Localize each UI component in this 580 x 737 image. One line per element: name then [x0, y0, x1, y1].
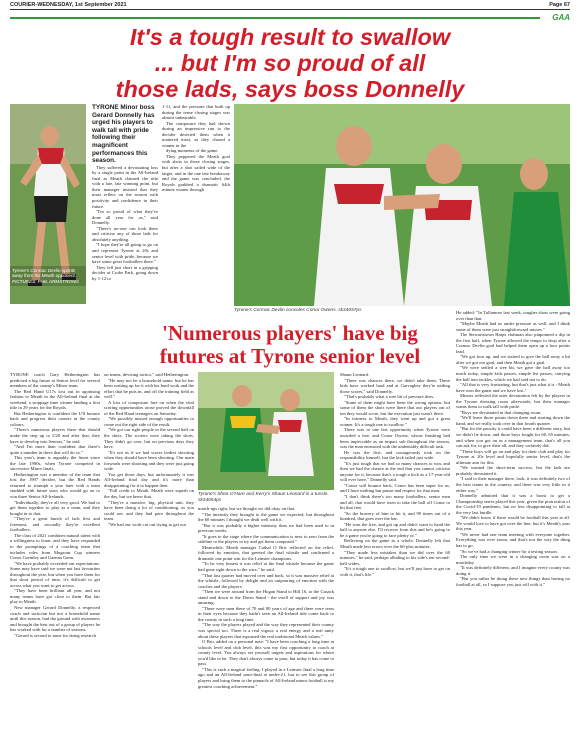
story1-para: Shaun Leonard.: [340, 372, 370, 377]
story1-para: "Some of them might have been the wrong options, but some of them the shots were there that our players out of ten they would score, but the execution just wasn't there.: [340, 399, 450, 416]
story1-para: The only time we were in a changing room was on a matchday.: [456, 554, 570, 565]
headline-secondary-line2: futures at Tyrone senior level: [159, 344, 421, 368]
story2-para: "That last quarter had moved over and back, so it was massive relief at the whistle, followed by delight and an outpouring of emotion with the coaches and the players.: [198, 572, 334, 589]
story2-para: A loss of composure fare on when the vital scoring opportunities arose proved the downfall of the Red Hand teenagers on Saturday.: [104, 399, 194, 416]
story2-para: "It's not as if we had scorer bodies shooting when they should have been shooting. Our main forwards were shooting and they were just going wide.: [104, 449, 194, 472]
page-number: Page 67: [549, 2, 570, 8]
story1-para: "It's a tough one to swallow, but we'll just have to get on with it, that's life.": [340, 566, 450, 577]
story1-para: "That's probably what a wee bit of pressure does.: [344, 394, 435, 400]
story1-para: The Stewartstown Harps clubman also pinpointed a dip in the first half, when Tyrone allowed the tempo to drop after a Cormac Devlin goal had helped them open up a four points lead.: [456, 332, 570, 354]
story1-para: "There's no-one can look there and criticise any of those lads for absolutely anything.: [92, 225, 158, 242]
story1-para: Reflecting on the game as a whole, Donnelly felt that Meath made less errors over the 60-plus minutes.: [340, 538, 450, 549]
story2-para: "Individually, they're all very good. We had to get them together to play as a team, and they bought in to that.: [10, 499, 100, 516]
story1-para: "We didn't know if there would be football this year at all. We would love to have got over the line, but it's Meath's year this year.: [456, 515, 570, 532]
story1-para: The composure they had shown during an impressive run to the decider deserted them when it mattered most, as they chased a winner in the: [162, 120, 230, 148]
story1-para: "So the bravery of him to hit it, and 99 times out of a hundred, that goes over the bar.: [340, 510, 450, 522]
story1-para: There was to one last opportunity when Tyrone were awarded a free, and Conor Owens, whose finishing had been impeccable as an impact sub throughout the season, was the man entrusted with the undeniably difficult task.: [340, 427, 450, 450]
headline-main: [22, 24, 558, 102]
story2-para: "We possibly missed enough opportunities to come out the right side of the result.: [104, 416, 194, 427]
story1-para: "These boys will go on and play for their club and play for Tyrone at 20s level and hopefully senior level, that's the ultimate aim for this.: [456, 448, 570, 465]
story2-column-2: [104, 372, 194, 732]
story1-para: Donnelly admitted that it was a boost to get a Championship series played this year, given the protraction of the Covid-19 pandemic, but no less disappointing to fall at the very last hurdle.: [456, 493, 570, 515]
story2-para: "The way the players played and the way they represented their county was special too. There is a real vigour, a real energy and a real unity about these players that espoused the real traditional Meath values.": [198, 622, 334, 639]
headline-main-line2: ... but I'm so proud of all: [154, 50, 426, 76]
story2-para: "There's numerous players there that should make the step up to U20 and after that, they have to develop into Seniors," he said.: [10, 427, 100, 444]
story2-para: But Hetherington is confident the U'll bounce back and progress their careers in the county colours.: [10, 410, 100, 427]
headline-secondary-line1: 'Numerous players' have big: [162, 321, 418, 345]
photo-ohare-leonard-tussle-caption: Tyrone's Shea O'Hare and Kerry's Shaun Leonard in a tussle. sk34054ps: [198, 492, 329, 503]
story2-para: "They're a massive, big, physical unit, they have been doing a lot of conditioning, as you could see, and they had pace throughout the team.: [104, 499, 194, 522]
story1-para: "Conor will bounce back, Conor has been super for us, and I have nothing but praise and respect for that man.: [340, 482, 450, 494]
story2-para: "The intensity they brought to the game we expected, but throughout the 60 minutes I thought we dealt well with it.: [198, 511, 334, 523]
photo-devlin-sprint-caption: Tyrone's Cormac Devlin sprints away from his Meath opponent. PICTURES: PHIL ARMSTRONG: [10, 266, 86, 286]
story2-para: New manager Gerard Donnelly, a respected coach and tactician but not a household name until this season, had the ground with awareness and brought the best out of a group of players he has worked with for a number of seasons.: [10, 604, 100, 633]
story1-column-1: [92, 104, 158, 304]
story1-column-2: [162, 104, 230, 306]
story2-para: "To be very honest it was relief at the final whistle because the game had gone right down to the wire," he said.: [198, 561, 334, 573]
story2-para: "It goes to the stage where the communication is next to zero from the sideline to the players to try and get them composed.": [198, 533, 334, 545]
story1-para: "But for the paucity it could have been a different story, but we didn't lie down, and those boys fought for 60, 65 minutes, and when you got on as a management team, that's all you can ask for, to give their all, and they certainly did.: [456, 426, 570, 449]
masthead-rule: [10, 9, 570, 10]
story2-column-3: [198, 506, 334, 732]
story1-para: "But you rather be doing these new things than having no football at all, so I suppose you just roll with it.": [456, 576, 570, 587]
story1-para: 1-11, and the pressure that built up during the tense closing stages was almost unbearable.: [162, 104, 230, 121]
story1-para: "It's just tough that we had so many chances to win, and then we had the chance at the end that you cannot criticise anyone for it, because that's a tough a kick as a 17-year-old will ever have," Donnelly said.: [340, 460, 450, 483]
story2-para: O Bric added on a personal note: "I have been coaching a long time at schools level and club level, this was my first opportunity to coach at county level. You always set yourself targets and aspirations for where you'd like to be. They don't always come to pass, but today it has come to pass.: [198, 639, 334, 667]
story1-para: They fell just short in a gripping decider at Croke Park, going down by 1-12 to: [92, 264, 158, 281]
story2-para: match-ups right, but we thought we did okay on that.: [198, 506, 296, 511]
story2-para: "Full credit to Meath. Meath were superb on the day, but we knew that.: [104, 488, 194, 500]
story2-para: "But it was probably a higher intensity than we had been used to in previous weeks.: [198, 522, 334, 534]
story2-para: "They have been brilliant all year, and not many teams have got close to them. But fair play to Meath.: [10, 588, 100, 605]
story1-column-5: [456, 310, 570, 732]
photo-devlin-consoles-owens-image: [234, 104, 570, 306]
story1-para: "I don't think there's too many footballers, senior men and all, that would have risen to take the ball off Conor to hit that free.: [340, 494, 450, 511]
story2-para: "Then we were around from the Hogan Stand to Hill 16, to the Cusack stand and down to the Davin Stand - the swell of support and joy was amazing.: [198, 589, 334, 606]
story1-para: They suffered a devastating loss by a single point in the All-Ireland final as Meath claimed the title with a late, late winning point, but their manager insisted that they must reflect on the season with positivity and confidence in their future.: [92, 164, 158, 209]
story1-column-4: [340, 372, 450, 732]
story2-para: "We got our right people in the second half on the shots. The scorers were taking the shots. They didn't go over, but on previous days they have.: [104, 427, 194, 450]
photo-devlin-consoles-owens: [234, 104, 570, 306]
story2-para: "They're a great bunch of lads first and foremost, and secondly they're excellent footballers.: [10, 516, 100, 533]
story1-para: "I'm so proud of what they've done all year for us," said Donnelly.: [92, 209, 158, 226]
story2-para: Meanwhile, Meath manager Cathal O Bric reflected on the relief, followed by emotion, that greeted the final whistle and confirmed a dramatic one point win for the Leinster champions.: [198, 544, 334, 561]
story1-para: "It was definitely different, and I imagine every county was doing it.: [456, 565, 570, 576]
story2-para: TYRONE coach Gary Hetherington has predicted a big future at Senior level for several members of the county's Minor team.: [10, 372, 100, 389]
story1-para: "We'll leave those points down there and starting down the hand, and we really took over in that fourth quarter.: [456, 415, 570, 426]
section-tag: GAA: [552, 13, 570, 22]
story1-para: "We never had one team meeting with everyone together. Everything was over zoom, and that's not the way the thing has to go.: [456, 531, 570, 548]
story1-para: "We got four up, and we started to give the ball away a bit after we got our goal, and then Meath got a goal.: [456, 354, 570, 365]
story1-para: "So we've had a changing winter for a testing season.: [460, 548, 558, 554]
story1-para: "I hope they're all going to go on and represent Tyrone at 20s and senior level with pride, because we have some great footballers there.": [92, 242, 158, 265]
story2-para: "And I'm more than confident that there's quite a number in there that will do so.": [10, 444, 100, 455]
story1-intro-text: Minor boss Gerard Donnelly has urged his players to walk tall with pride following their magnificent performances this season.: [92, 104, 155, 165]
story1-para: "I said to their manager there, look, it was definitely two of the best teams in the country, and there was very little in it either way.": [456, 476, 570, 493]
photo-ohare-leonard-tussle: [198, 372, 334, 490]
story1-para: "We wanted the short-term success, but the lads are probably devastated it.: [456, 465, 570, 476]
headline-main-line3: those lads, says boss Donnelly: [115, 76, 465, 102]
photo-ohare-leonard-tussle-image: [198, 372, 334, 490]
story2-para: "He may not be a household name, but he has been waiting up for it with his hard work and the effort that he puts in, and off the training field as well.": [104, 377, 194, 400]
story1-intro-lead: TYRONE: [92, 104, 119, 111]
story2-para: "There were men there of 70 and 80 years of age and there were tears in their eyes because they hadn't seen an All-Ireland title come back to the county in such a long time.: [198, 605, 334, 622]
story2-para: on teams, devising tactics," said Hetherington.: [104, 372, 190, 377]
story2-para: "We had our work cut out trying to get our: [108, 521, 187, 527]
story1-para: "All that is very frustrating, but that's just what it is - Meath have won the game and we have lost.": [456, 382, 570, 393]
story1-para: "They made less mistakes than we did over the 60 minutes," he said, perhaps alluding to his side's ten second-half wides.: [340, 549, 450, 566]
story2-para: The Red Hand U17s lost out in agonising fashion to Meath in the All-Ireland final at the weekend, a stoppage time winner landing a first title in 29 years for the Royals.: [10, 388, 100, 411]
story1-intro: [92, 104, 158, 165]
story1-para: "He won the free, and got up and didn't want to hand the ball to anyone else. I'll recover from this and he's going to be a game you're going to face plenty of.": [340, 521, 450, 538]
story2-para: Hetherington was a member of the team that lost the 1997 decider, but the Red Hands returned to triumph a year later with a team studded with future stars who would go on to win three Senior All-Irelands.: [10, 471, 100, 500]
story2-para: "We have probably exceeded our expectations. Some may have said we were not last favourites throughout the year, but when you have them for that short period of time, it's difficult to get across what you want to get across.: [10, 560, 100, 588]
story1-para: "In fairness to Meath, they went up and got a great winner. It's a tough one to swallow.": [340, 416, 450, 427]
story1-para: dying moments of the game.: [166, 148, 219, 154]
story2-para: You get those days, but unfortunately it was All-Ireland final day and it's more than disappointing for it to happen then.: [104, 471, 194, 488]
story2-column-1: [10, 372, 100, 732]
section-bar: [0, 13, 580, 22]
story1-para: Minors reflected the utter devastation felt by the players in the Tyrone dressing room afterwards, but their manager wants them to walk tall with pride.: [456, 393, 570, 410]
story2-para: The class of 2021 combines natural talent with a willingness to learn, and they have responded to the promptings of a coaching team that includes roles from Mugsonr Cup winners Conor Gormley and Gaenna Genn.: [10, 532, 100, 561]
story2-para: This year's team is arguably the finest since the late 1990s, when Tyrone competed in successive Minor finals.: [10, 455, 100, 472]
photo-devlin-consoles-owens-caption: Tyrone's Cormac Devlin consoles Conor Owens. sk34057ps: [234, 308, 362, 313]
masthead-date: COURIER-WEDNESDAY, 1st September 2021: [10, 2, 127, 8]
story1-para: They peppered the Meath goal with shots in those closing stages, but after a shot sailed wide of the target, and in the one late breakaway and the game was concluded, the Royals grabbed a dramatic 64th minute winner through: [162, 153, 230, 193]
story1-para: "Boys are devastated in that changing room.: [460, 409, 542, 415]
story1-para: "There was chances there, we didn't take them. These kids have worked hard and at Garvaghey they're nailing those scores," said Donnelly.: [340, 377, 450, 394]
story2-para: "Gerard is second to none for doing research: [14, 632, 97, 638]
story1-para: "Maybe Meath had us under pressure as well, and I think some of them were just straightforward misses.": [456, 321, 570, 332]
story1-para: He was the first, and courageously took on the responsibility himself, but the kick tailed just wide.: [340, 449, 450, 461]
headline-main-line1: It's a tough result to swallow: [129, 24, 451, 50]
section-rule: [10, 17, 540, 19]
story1-para: He added: "In Tullamore last week, tougher shots were going over than that.: [456, 310, 570, 321]
story1-para: "We were settled a wee bit, we gave the ball away too much today, simple kick passes, simple fist passes, carrying the ball into tackles, which we had said not to do.: [456, 365, 570, 382]
story2-para: "This is such a magical feeling. I played in a Leinster final a long time ago and an All-Ireland semi-final at under-21, but to see this group of players and bring them to the pinnacle of All-Ireland minor football is my greatest coaching achievement.": [198, 666, 334, 689]
masthead: [0, 0, 580, 11]
